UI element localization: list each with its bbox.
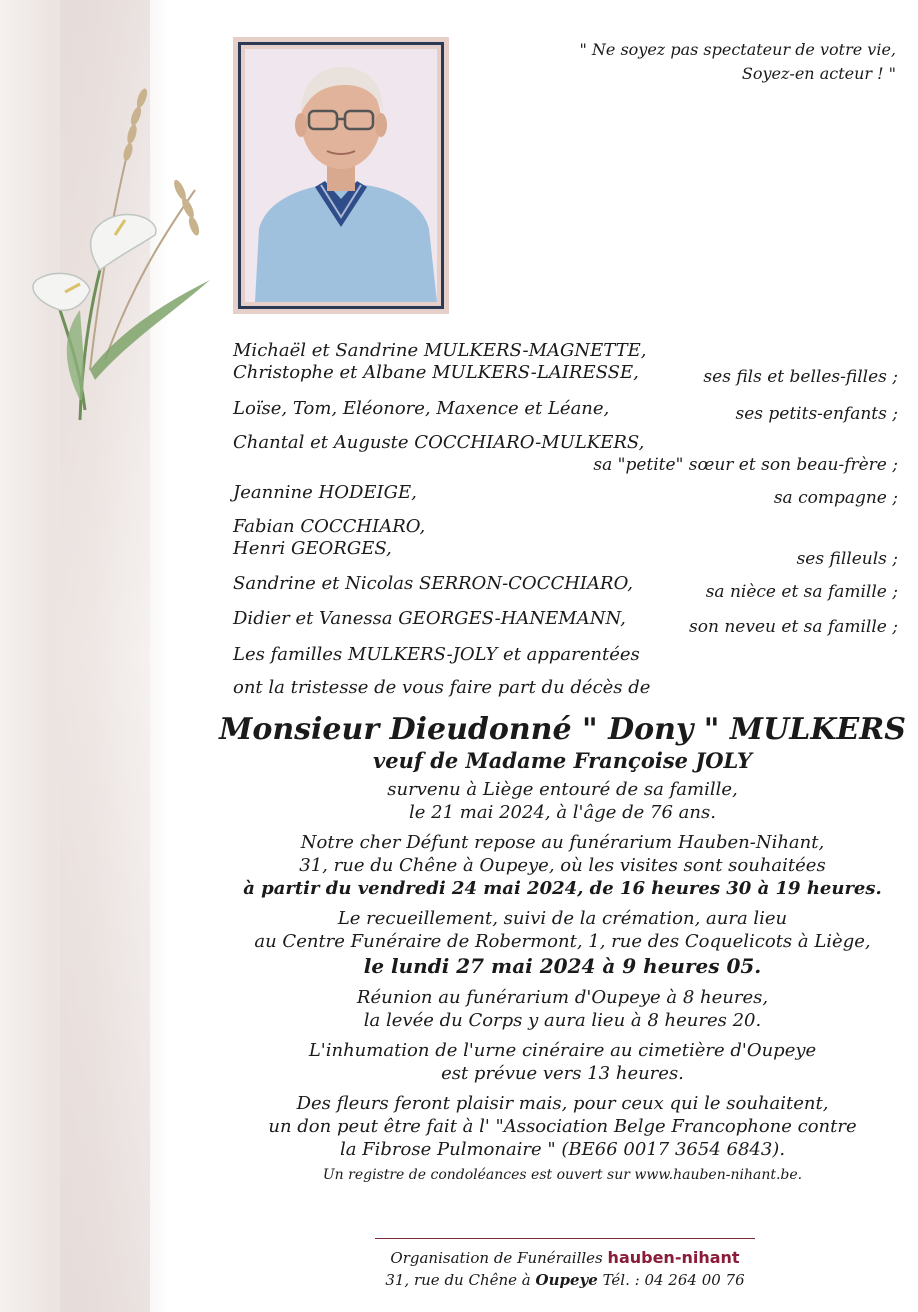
footer-organisation: [375, 1248, 755, 1268]
family-name: Les familles MULKERS-JOLY et apparentées: [233, 644, 640, 665]
death-info-line-1: survenu à Liège entouré de sa famille,: [387, 779, 738, 800]
lily-wheat-illustration: [20, 40, 220, 450]
family-name: Fabian COCCHIARO,: [233, 516, 426, 537]
footer-address-street: 31, rue du Chêne à: [385, 1271, 531, 1289]
announcement-intro: [233, 677, 898, 699]
family-name: Loïse, Tom, Eléonore, Maxence et Léane,: [233, 398, 610, 419]
footer-phone: Tél. : 04 264 00 76: [602, 1271, 745, 1289]
footer-address-city: Oupeye: [535, 1271, 598, 1289]
viewing-line-1: Notre cher Défunt repose au funérarium Hauben-Nihant,: [300, 832, 825, 853]
family-group-sons: [233, 340, 898, 388]
burial-line-1: L'inhumation de l'urne cinéraire au cimetière d'Oupeye: [308, 1040, 817, 1061]
family-group-godchildren: [233, 516, 898, 570]
family-name: Henri GEORGES,: [233, 538, 392, 559]
quote-line-2: Soyez-en acteur ! ": [741, 64, 896, 83]
family-name: Jeannine HODEIGE,: [233, 482, 417, 503]
burial-line-2: est prévue vers 13 heures.: [441, 1063, 684, 1084]
deceased-subtitle: veuf de Madame Françoise JOLY: [373, 748, 752, 773]
family-relation: ses fils et belles-filles ;: [703, 367, 898, 387]
family-name: Sandrine et Nicolas SERRON-COCCHIARO,: [233, 573, 634, 594]
donation-line-2: un don peut être fait à l' "Association Belge Francophone contre: [268, 1116, 857, 1137]
family-name: Michaël et Sandrine MULKERS-MAGNETTE,: [233, 340, 647, 361]
ceremony-line-2: au Centre Funéraire de Robermont, 1, rue des Coquelicots à Liège,: [254, 931, 871, 952]
quote-line-1: " Ne soyez pas spectateur de votre vie,: [579, 40, 896, 59]
family-group-sister: [233, 432, 898, 476]
viewing-line-3: à partir du vendredi 24 mai 2024, de 16 heures 30 à 19 heures.: [243, 878, 882, 899]
portrait-frame: [233, 37, 449, 314]
footer-divider: [375, 1238, 755, 1239]
portrait-photo: [245, 49, 437, 302]
family-relation: sa compagne ;: [773, 488, 898, 508]
viewing-line-2: 31, rue du Chêne à Oupeye, où les visites sont souhaitées: [299, 855, 826, 876]
death-info-line-2: le 21 mai 2024, à l'âge de 76 ans.: [409, 802, 716, 823]
intro-text: ont la tristesse de vous faire part du décès de: [233, 677, 651, 698]
quote-block: [536, 38, 896, 86]
meeting-line-1: Réunion au funérarium d'Oupeye à 8 heures,: [356, 987, 769, 1008]
meeting-line-2: la levée du Corps y aura lieu à 8 heures 20.: [363, 1010, 762, 1031]
condolence-register: Un registre de condoléances est ouvert sur www.hauben-nihant.be.: [322, 1167, 803, 1183]
family-group-nephew: [233, 608, 898, 638]
ceremony-line-3: le lundi 27 mai 2024 à 9 heures 05.: [363, 954, 762, 978]
donation-line-3: la Fibrose Pulmonaire " (BE66 0017 3654 6843).: [339, 1139, 786, 1160]
brand-logo-text: hauben-nihant: [607, 1248, 740, 1267]
announcement-block: [190, 712, 918, 1184]
family-name: Didier et Vanessa GEORGES-HANEMANN,: [233, 608, 626, 629]
family-relation: son neveu et sa famille ;: [689, 617, 898, 637]
family-relation: sa nièce et sa famille ;: [705, 582, 898, 602]
footer-address: [375, 1270, 755, 1290]
footer-org-label: Organisation de Funérailles: [390, 1249, 603, 1267]
deceased-name: Monsieur Dieudonné " Dony " MULKERS: [219, 712, 906, 747]
donation-line-1: Des fleurs feront plaisir mais, pour ceux qui le souhaitent,: [296, 1093, 829, 1114]
family-group-families: [233, 644, 898, 666]
family-name: Christophe et Albane MULKERS-LAIRESSE,: [233, 362, 639, 383]
family-relation: ses petits-enfants ;: [735, 404, 898, 424]
ceremony-line-1: Le recueillement, suivi de la crémation, aura lieu: [337, 908, 788, 929]
family-name: Chantal et Auguste COCCHIARO-MULKERS,: [233, 432, 645, 453]
family-group-niece: [233, 573, 898, 603]
family-group-partner: [233, 482, 898, 509]
portrait-border: [238, 42, 444, 309]
family-relation: sa "petite" sœur et son beau-frère ;: [593, 455, 898, 475]
family-relation: ses filleuls ;: [796, 549, 898, 569]
family-group-grandchildren: [233, 398, 898, 425]
